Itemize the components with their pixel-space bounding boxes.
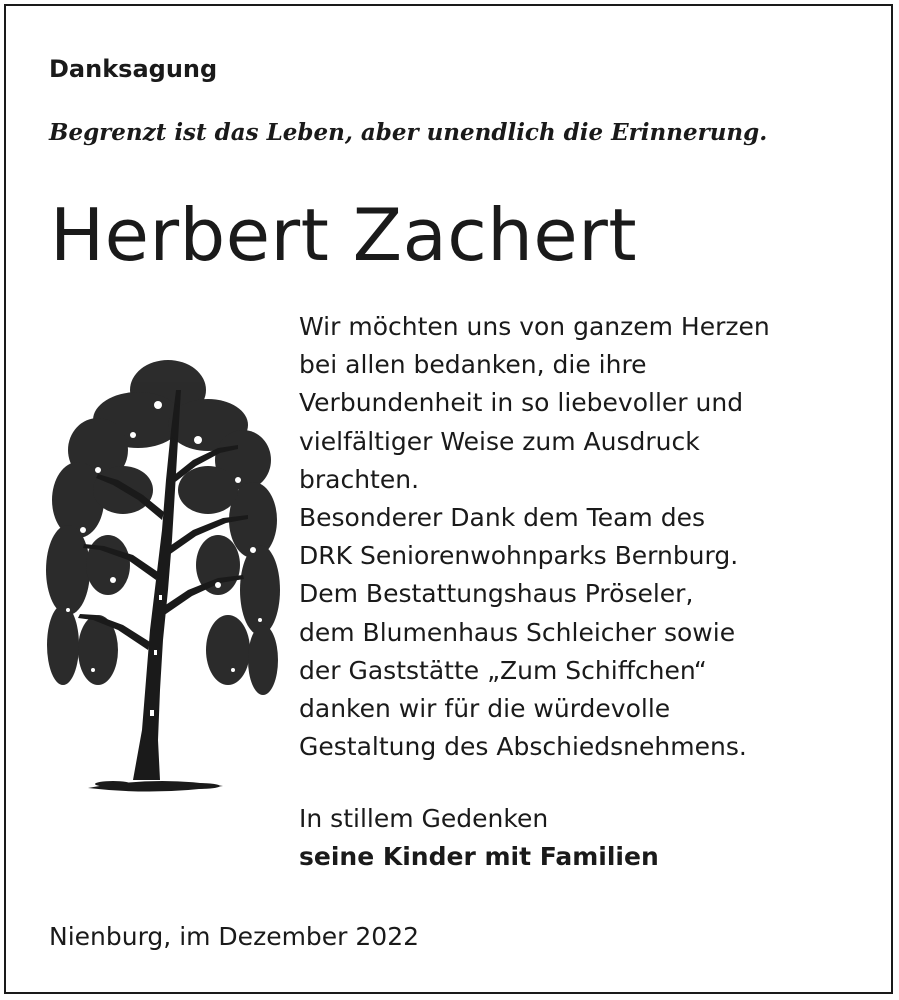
notice-motto: Begrenzt ist das Leben, aber unendlich die Erinnerung.	[49, 119, 768, 146]
body-line: brachten.	[299, 464, 420, 494]
body-line: bei allen bedanken, die ihre	[299, 350, 647, 380]
body-line: Wir möchten uns von ganzem Herzen	[299, 312, 770, 341]
place-and-date: Nienburg, im Dezember 2022	[49, 922, 420, 951]
body-line: Besonderer Dank dem Team des	[299, 503, 705, 533]
closing-block	[299, 800, 659, 876]
deceased-name: Herbert Zachert	[50, 193, 638, 277]
body-line: Gestaltung des Abschiedsnehmens.	[299, 732, 747, 762]
body-line: danken wir für die würdevolle	[299, 694, 671, 724]
body-line: dem Blumenhaus Schleicher sowie	[299, 617, 736, 647]
body-line: DRK Seniorenwohnparks Bernburg.	[299, 541, 739, 571]
body-line: Dem Bestattungshaus Pröseler,	[299, 579, 694, 609]
birch-tree-icon	[38, 350, 283, 800]
signature: seine Kinder mit Familien	[299, 842, 659, 871]
thank-you-text	[299, 308, 879, 766]
notice-heading: Danksagung	[49, 55, 218, 83]
closing-phrase: In stillem Gedenken	[299, 804, 549, 833]
body-line: der Gaststätte „Zum Schiffchen“	[299, 655, 707, 685]
body-line: vielfältiger Weise zum Ausdruck	[299, 426, 700, 456]
body-line: Verbundenheit in so liebevoller und	[299, 388, 744, 418]
